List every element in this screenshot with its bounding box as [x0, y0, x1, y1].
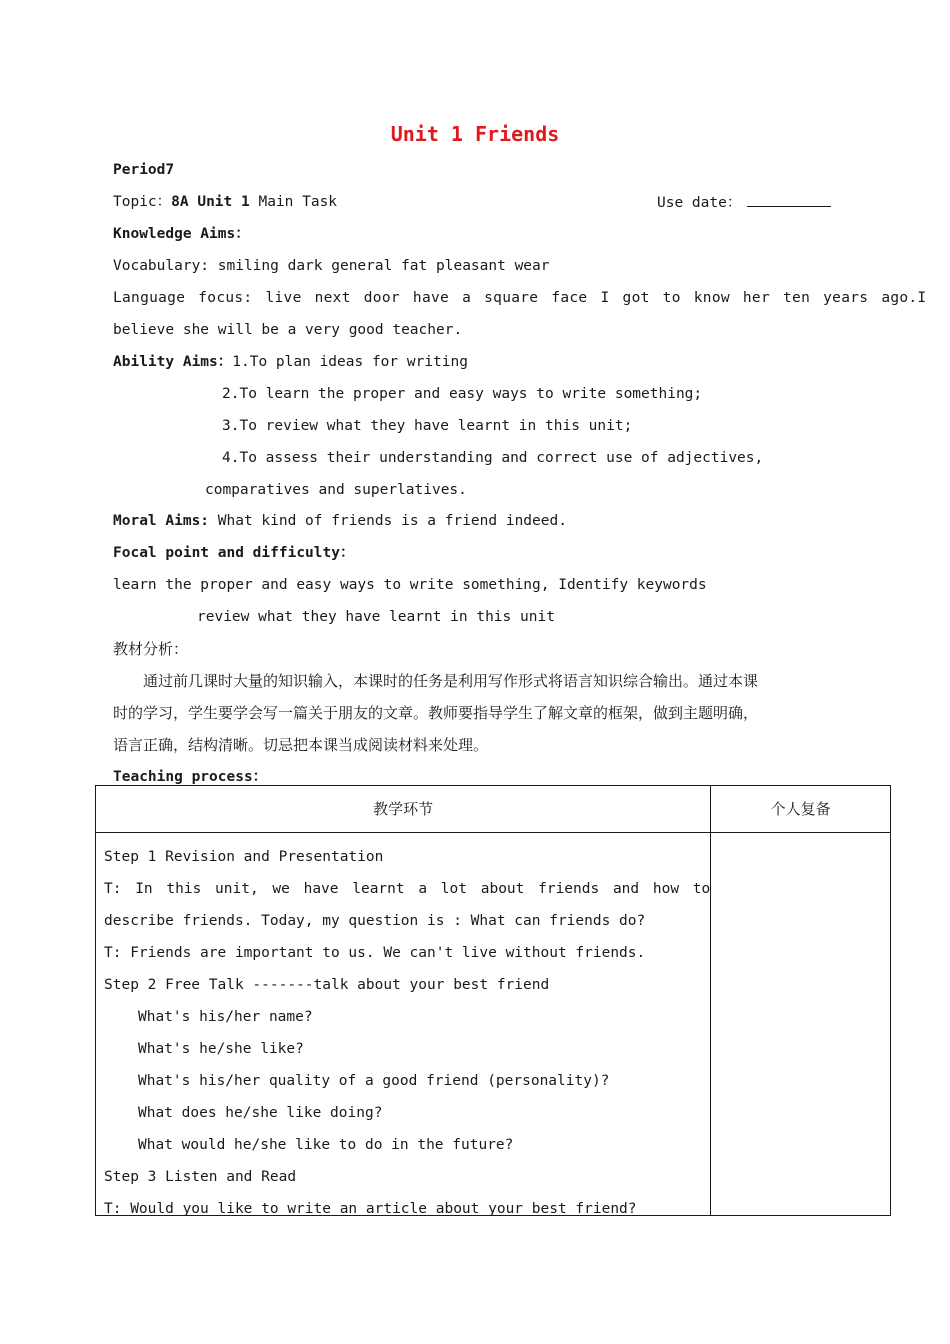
- step-line: What's his/her name?: [138, 1009, 313, 1025]
- step-line: T: In this unit, we have learnt a lot about friends and how to: [104, 881, 711, 897]
- use-date-blank: [747, 192, 831, 207]
- column-header-notes: 个人复备: [711, 786, 891, 833]
- focal-point-heading: Focal point and difficulty：: [113, 545, 355, 561]
- focal-point-line: review what they have learnt in this unit: [197, 609, 555, 625]
- table-row: [96, 833, 891, 1216]
- ability-aim-item: 2.To learn the proper and easy ways to write something;: [222, 386, 703, 402]
- table-header-row: [96, 786, 891, 833]
- step-line: What's he/she like?: [138, 1041, 304, 1057]
- analysis-line: 通过前几课时大量的知识输入，本课时的任务是利用写作形式将语言知识综合输出。通过本课: [113, 672, 759, 690]
- teaching-steps-cell: [96, 833, 711, 1216]
- use-date-label: Use date：: [657, 195, 742, 211]
- moral-aims-line: [113, 511, 567, 531]
- column-header-main: 教学环节: [96, 786, 711, 833]
- ability-aims-line: [113, 352, 468, 372]
- ability-aim-item: comparatives and superlatives.: [205, 482, 467, 498]
- step-line: Step 3 Listen and Read: [104, 1169, 297, 1185]
- step-line: What's his/her quality of a good friend (personality)?: [138, 1073, 610, 1089]
- topic-name: Main Task: [249, 194, 338, 210]
- personal-notes-cell: [711, 833, 891, 1216]
- teaching-process-table: [95, 785, 891, 1216]
- teaching-process-heading: Teaching process：: [113, 769, 268, 785]
- analysis-line: 语言正确，结构清晰。切忌把本课当成阅读材料来处理。: [113, 736, 489, 754]
- topic-line: [113, 192, 337, 212]
- ability-aim-item: 4.To assess their understanding and correct use of adjectives,: [222, 450, 764, 466]
- knowledge-aims-heading: Knowledge Aims：: [113, 226, 250, 242]
- step-line: Step 1 Revision and Presentation: [104, 849, 384, 865]
- analysis-heading: 教材分析：: [113, 640, 189, 658]
- language-focus-line: believe she will be a very good teacher.: [113, 322, 463, 338]
- topic-unit: 8A Unit 1: [171, 194, 250, 210]
- moral-aims-text: What kind of friends is a friend indeed.: [209, 513, 567, 529]
- step-line: T: Would you like to write an article about your best friend?: [104, 1201, 637, 1215]
- ability-aims-heading: Ability Aims：: [113, 354, 233, 370]
- period-label: Period7: [113, 162, 175, 178]
- step-line: describe friends. Today, my question is : What can friends do?: [104, 913, 646, 929]
- focal-point-line: learn the proper and easy ways to write something, Identify keywords: [113, 577, 707, 593]
- use-date: [657, 192, 831, 213]
- analysis-line: 时的学习，学生要学会写一篇关于朋友的文章。教师要指导学生了解文章的框架，做到主题明确，: [113, 704, 759, 722]
- vocabulary-line: Vocabulary: smiling dark general fat pleasant wear: [113, 258, 550, 274]
- moral-aims-heading: Moral Aims:: [113, 513, 210, 529]
- ability-aim-item: 1.To plan ideas for writing: [232, 354, 468, 370]
- topic-label: Topic：: [113, 194, 172, 210]
- step-line: Step 2 Free Talk -------talk about your best friend: [104, 977, 550, 993]
- ability-aim-item: 3.To review what they have learnt in this unit;: [222, 418, 633, 434]
- step-line: T: Friends are important to us. We can't live without friends.: [104, 945, 646, 961]
- language-focus-line: Language focus: live next door have a square face I got to know her ten years ago.I: [113, 290, 927, 306]
- document-title: Unit 1 Friends: [390, 122, 560, 146]
- step-line: What does he/she like doing?: [138, 1105, 383, 1121]
- step-line: What would he/she like to do in the future?: [138, 1137, 514, 1153]
